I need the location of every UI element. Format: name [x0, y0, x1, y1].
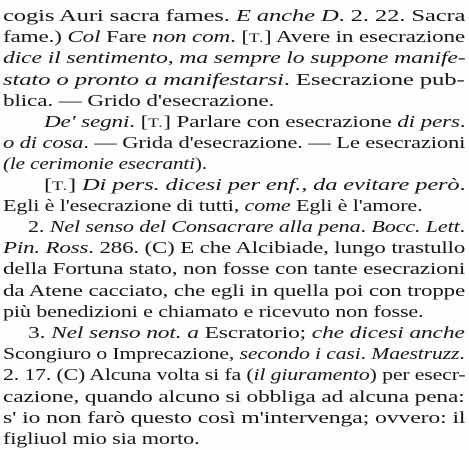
- text-segment: Escratorio;: [198, 323, 312, 342]
- text-segment: Fare: [100, 27, 153, 46]
- text-segment: figliuol mio sia morto.: [3, 429, 200, 448]
- italic-text: non com: [152, 27, 231, 46]
- italic-text: Di pers. dicesi per enf., da evitare però: [81, 175, 460, 194]
- text-line: [3, 428, 200, 450]
- italic-text: Pin. Ross: [3, 238, 89, 257]
- text-line: [3, 5, 465, 27]
- text-segment: 2. 17. (C) Alcuna volta si fa (: [3, 365, 254, 384]
- text-line: [3, 258, 465, 280]
- text-line: [3, 386, 465, 408]
- text-segment: più benedizioni e chiamato e ricevuto non fosse.: [3, 302, 424, 321]
- text-segment: . 2. 22. Sacra: [338, 6, 466, 25]
- italic-text: secondo i casi: [239, 344, 361, 363]
- text-segment: . 286. (C) E che Alcibiade, lungo trastullo: [88, 238, 466, 257]
- text-segment: fame.): [3, 27, 68, 46]
- italic-text: come: [244, 196, 291, 215]
- text-line: [3, 195, 422, 217]
- text-line: [3, 69, 465, 91]
- text-segment: della Fortuna stato, non fosse con tante esecrazioni: [3, 259, 466, 278]
- text-segment: . [: [129, 112, 149, 131]
- text-line: [3, 343, 465, 365]
- italic-text: il giuramento: [253, 365, 370, 384]
- italic-text: Bocc. Lett: [371, 217, 460, 236]
- text-segment: . [: [230, 27, 249, 46]
- italic-text: che dicesi anche: [311, 323, 465, 342]
- text-line: [3, 301, 424, 323]
- text-segment: s' io non farò questo così m'intervenga; ovvero: il: [3, 408, 466, 427]
- italic-text: dice il sentimento, ma sempre lo suppone manife-: [3, 48, 466, 67]
- italic-text: o di cosa: [3, 133, 84, 152]
- italic-text: di pers: [397, 112, 460, 131]
- text-segment: da Atene cacciato, che egli in quella poi con troppe: [3, 281, 466, 300]
- text-line: [3, 407, 465, 429]
- italic-text: Col: [67, 27, 101, 46]
- text-segment: . — Grida d'esecrazione. — Le esecrazioni: [83, 133, 466, 152]
- text-segment: . Esecrazione pub-: [283, 70, 465, 89]
- text-segment: .: [459, 175, 466, 194]
- italic-text: De' segni: [44, 112, 130, 131]
- text-line: [3, 237, 465, 259]
- text-segment: cazione, quando alcuno si obbliga ad alcuna pena:: [3, 387, 465, 406]
- text-segment: ]: [67, 175, 82, 194]
- text-line: [3, 153, 207, 175]
- text-segment: .: [459, 112, 466, 131]
- text-line: [3, 26, 465, 49]
- text-segment: Egli è l'amore.: [290, 196, 423, 215]
- text-line: [3, 90, 274, 112]
- text-segment: [: [44, 175, 53, 194]
- text-line: [3, 280, 465, 302]
- text-segment: .: [360, 344, 372, 363]
- text-line: [44, 174, 465, 197]
- italic-text: Maestruzz: [371, 344, 460, 363]
- italic-text: Nel senso del Consacrare alla pena: [49, 217, 361, 236]
- source-abbreviation: T.: [248, 30, 265, 45]
- text-segment: 2.: [28, 217, 50, 236]
- text-line: [44, 111, 466, 134]
- text-segment: Scongiuro o Imprecazione,: [3, 344, 240, 363]
- text-line: [28, 322, 465, 344]
- italic-text: (le cerimonie esecranti: [3, 154, 195, 173]
- italic-text: stato o pronto a manifestarsi: [3, 70, 284, 89]
- text-segment: .: [459, 344, 465, 363]
- italic-text: E anche D: [235, 6, 339, 25]
- text-segment: 3.: [28, 323, 52, 342]
- source-abbreviation: T.: [52, 178, 68, 193]
- source-abbreviation: T.: [148, 115, 164, 130]
- text-segment: ) per esecr-: [369, 365, 466, 384]
- text-segment: .: [459, 217, 466, 236]
- text-segment: ] Avere in esecrazione: [264, 27, 466, 46]
- text-segment: Egli è l'esecrazione di tutti,: [3, 196, 245, 215]
- text-segment: blica. — Grido d'esecrazione.: [3, 91, 275, 110]
- text-line: [3, 132, 465, 154]
- text-line: [3, 47, 466, 69]
- text-line: [3, 364, 466, 386]
- text-segment: .: [360, 217, 372, 236]
- text-segment: cogis Auri sacra fames.: [3, 6, 236, 25]
- text-line: [28, 216, 465, 238]
- text-segment: ] Parlare con esecrazione: [163, 112, 398, 131]
- italic-text: Nel senso not. a: [51, 323, 199, 342]
- text-segment: ).: [194, 154, 207, 173]
